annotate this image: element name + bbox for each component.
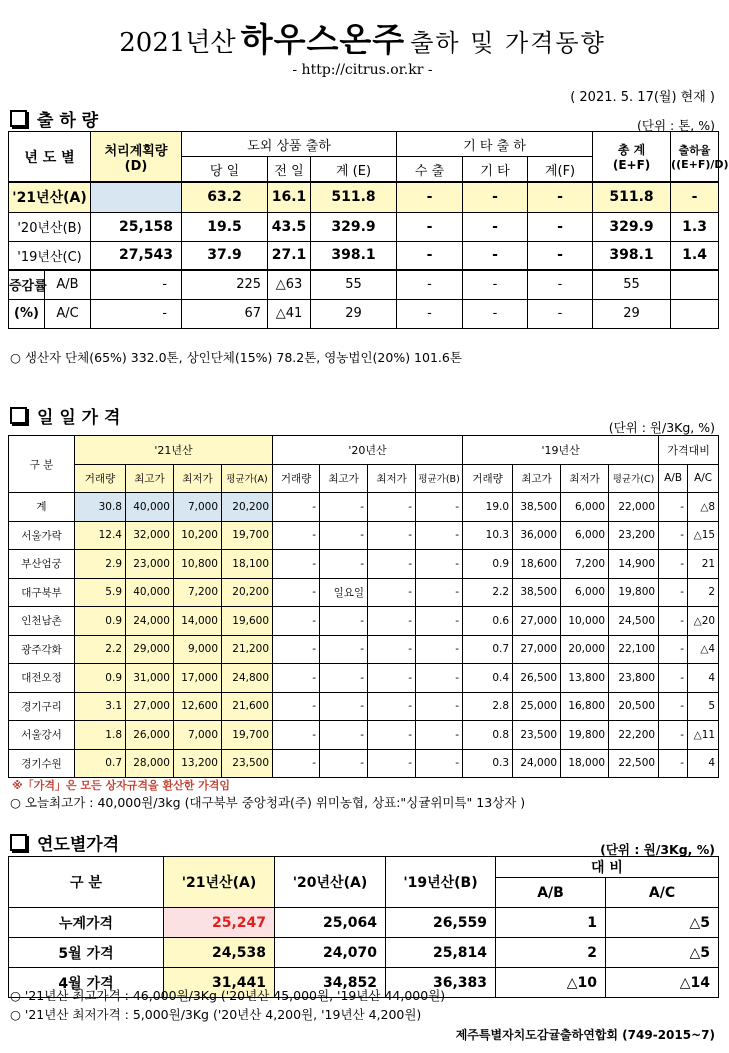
table-row: (%) A/C - 67 △41 29 - - - 29	[9, 299, 719, 328]
header-prev: 전 일	[268, 157, 311, 183]
header-compare: 가격대비	[659, 436, 719, 465]
page-title	[0, 14, 725, 61]
circle-bullet-icon: ○	[10, 350, 21, 365]
header-export: 수 출	[397, 157, 463, 183]
checkbox-square-icon	[10, 834, 27, 851]
shipping-note: ○ 생산자 단체(65%) 332.0톤, 상인단체(15%) 78.2톤, 영농법인(20%) 101.6톤	[10, 350, 462, 365]
header-today: 당 일	[182, 157, 268, 183]
header-c: '19년산(B)	[386, 857, 496, 908]
daily-heading-text: 일 일 가 격	[37, 408, 121, 428]
title-year: 2021년산	[119, 28, 236, 58]
table-row: 서울강서 1.8 26,000 7,000 19,700 - - - - 0.8 23,500 19,800 22,200 - △11	[9, 721, 719, 750]
checkbox-square-icon	[10, 110, 27, 127]
header-b: '20년산(A)	[275, 857, 386, 908]
header-sum-e: 계 (E)	[311, 157, 397, 183]
header-other: 기 타 출 하	[397, 132, 593, 157]
annual-heading	[10, 830, 119, 855]
table-row: 증감률 A/B - 225 △63 55 - - - 55	[9, 270, 719, 299]
header-etc: 기 타	[463, 157, 528, 183]
report-date: ( 2021. 5. 17(월) 현재 )	[570, 90, 715, 105]
header-y21: '21년산	[75, 436, 273, 465]
table-row: 계 30.8 40,000 7,000 20,200 - - - - 19.0 38,500 6,000 22,000 - △8	[9, 493, 719, 522]
header-rate: 출하율 ((E+F)/D)	[671, 132, 719, 183]
daily-note-price: ※「가격」은 모든 상자규격을 환산한 가격임	[12, 779, 231, 792]
table-row: 4월 가격 31,441 34,852 36,383 △10 △14	[9, 968, 719, 998]
table-row: '20년산(B) 25,158 19.5 43.5 329.9 - - - 329.9 1.3	[9, 212, 719, 241]
title-name: 하우스온주	[240, 20, 406, 59]
header-sum-f: 계(F)	[528, 157, 593, 183]
header-y19: '19년산	[463, 436, 659, 465]
shipping-unit: (단위 : 톤, %)	[637, 118, 715, 133]
header-domestic: 도외 상품 출하	[182, 132, 397, 157]
header-group: 구 분	[9, 857, 164, 908]
table-row: 대구북부 5.9 40,000 7,200 20,200 - 일요일 - - 2.2 38,500 6,000 19,800 - 2	[9, 578, 719, 607]
shipping-table	[8, 131, 729, 329]
header-plan: 처리계획량 (D)	[91, 132, 182, 183]
table-row: 서울가락 12.4 32,000 10,200 19,700 - - - - 10.3 36,000 6,000 23,200 - △15	[9, 521, 719, 550]
table-row: 누계가격 25,247 25,064 26,559 1 △5	[9, 908, 719, 938]
checkbox-square-icon	[10, 407, 27, 424]
header-compare: 대 비	[496, 857, 719, 878]
source-url[interactable]: - http://citrus.or.kr -	[292, 62, 433, 78]
header-a: '21년산(A)	[164, 857, 275, 908]
footer-org: 제주특별자치도감귤출하연합회 (749-2015~7)	[455, 1028, 715, 1042]
table-row: '19년산(C) 27,543 37.9 27.1 398.1 - - - 398.1 1.4	[9, 241, 719, 270]
table-row: 5월 가격 24,538 24,070 25,814 2 △5	[9, 938, 719, 968]
daily-note-max: ○ 오늘최고가 : 40,000원/3kg (대구북부 중앙청과(주) 위미농협, 상표:"싱귤위미특" 13상자 )	[10, 795, 526, 810]
table-row: 부산엄궁 2.9 23,000 10,800 18,100 - - - - 0.9 18,600 7,200 14,900 - 21	[9, 550, 719, 579]
header-group: 구 분	[9, 436, 75, 493]
header-ac: A/C	[606, 878, 719, 908]
table-row: 경기구리 3.1 27,000 12,600 21,600 - - - - 2.8 25,000 16,800 20,500 - 5	[9, 692, 719, 721]
table-row: 대전오정 0.9 31,000 17,000 24,800 - - - - 0.4 26,500 13,800 23,800 - 4	[9, 664, 719, 693]
daily-heading	[10, 403, 120, 428]
header-total: 총 계 (E+F)	[593, 132, 671, 183]
table-row: 인천남촌 0.9 24,000 14,000 19,600 - - - - 0.6 27,000 10,000 24,500 - △20	[9, 607, 719, 636]
annual-note-max: ○ '21년산 최고가격 : 46,000원/3Kg ('20년산 45,000원, '19년산 44,000원)	[10, 988, 446, 1003]
circle-bullet-icon: ○	[10, 795, 21, 810]
shipping-heading	[10, 106, 98, 131]
circle-bullet-icon: ○	[10, 1007, 21, 1022]
annual-note-min: ○ '21년산 최저가격 : 5,000원/3Kg ('20년산 4,200원, '19년산 4,200원)	[10, 1007, 422, 1022]
annual-price-table	[8, 856, 719, 998]
table-row: 경기수원 0.7 28,000 13,200 23,500 - - - - 0.3 24,000 18,000 22,500 - 4	[9, 749, 719, 778]
table-row: '21년산(A) 63.2 16.1 511.8 - - - 511.8 -	[9, 182, 719, 212]
title-rest: 출하 및 가격동향	[410, 29, 606, 57]
shipping-heading-text: 출 하 량	[37, 111, 99, 131]
annual-heading-text: 연도별가격	[37, 835, 120, 855]
header-y20: '20년산	[273, 436, 463, 465]
daily-unit: (단위 : 원/3Kg, %)	[608, 420, 715, 435]
daily-price-table: 구 분 '21년산 '20년산 '19년산 가격대비 거래량 최고가 최저가 평균가(A) 거래량 최고가 최저가 평균가(B) 거래량 최고가 최저가 평균가(C) A/B A/C 계 30.8 40,000 7,000 20,200 - - - - 19.0 38,500 6,000 22,000 - △8 서울가락 12.4 32,000 10,200 19,700 - - - - 10.3 36,000 6,000 23,200 - △15 부산엄궁 2.9 23,000 10,800 18,100 - - - - 0.9 18,600 7,200 14,900 - 21 대구북부 5.9 40,000 7,200 20,200 - 일요일 - - 2.2 38,500 6,000 19,800 - 2 인천남촌 0.9 24,000 14,000 19,600 - - - - 0.6 27,000 10,000 24,500 - △20 광주각화 2.2 29,000 9,000 21,200 - - - - 0.7 27,000 20,000 22,100 - △4 대전오정 0.9 31,000 17,000 24,800 - - - - 0.4 26,500 13,800 23,800 - 4 경기구리 3.1 27,000 12,600 21,600 - - - - 2.8 25,000 16,800 20,500 - 5 서울강서 1.8 26,000 7,000 19,700 - - - - 0.8 23,500 19,800 22,200 - △11 경기수원 0.7 28,000 13,200 23,500 - - - - 0.3 24,000 18,000 22,500 - 4	[8, 435, 719, 778]
annual-unit: (단위 : 원/3Kg, %)	[600, 842, 715, 857]
circle-bullet-icon: ○	[10, 988, 21, 1003]
header-ab: A/B	[496, 878, 606, 908]
header-year: 년 도 별	[9, 132, 91, 183]
table-row: 광주각화 2.2 29,000 9,000 21,200 - - - - 0.7 27,000 20,000 22,100 - △4	[9, 635, 719, 664]
